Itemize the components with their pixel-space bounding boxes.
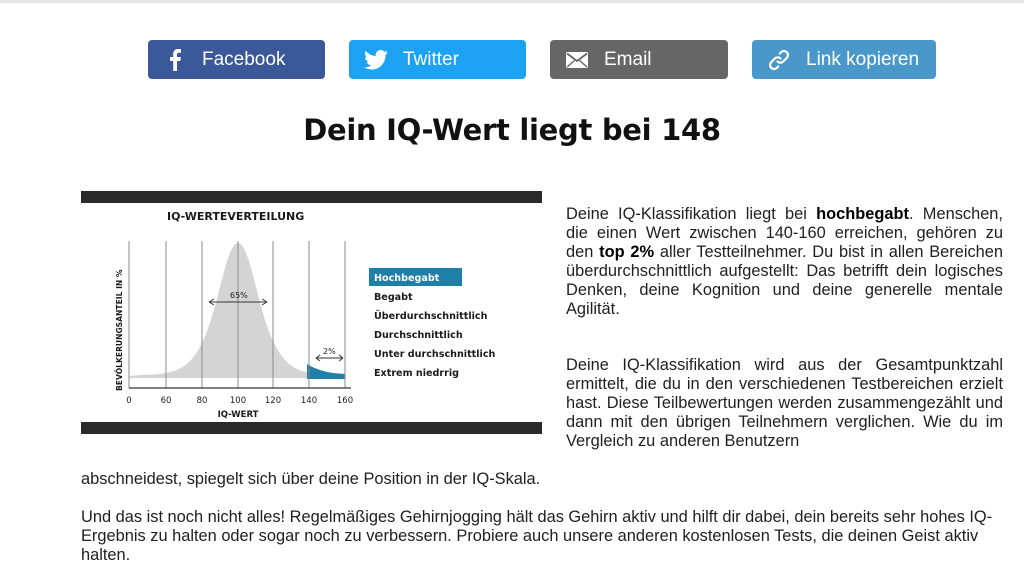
classification-paragraph — [566, 205, 1003, 319]
tick-label: 160 — [336, 396, 354, 406]
tick-label: 60 — [160, 396, 172, 406]
para1-text: Deine IQ-Klassifikation liegt bei — [566, 205, 817, 223]
classification-highlight: hochbegabt — [816, 205, 910, 223]
tail-percent-label: 2% — [323, 347, 336, 356]
link-label: Link kopieren — [806, 48, 920, 70]
legend-item-durchschnittlich: Durchschnittlich — [374, 330, 463, 341]
page-title: Dein IQ-Wert liegt bei 148 — [303, 113, 721, 147]
chart-title: IQ-WERTEVERTEILUNG — [167, 210, 305, 223]
email-share-button[interactable] — [550, 40, 728, 79]
legend-item-extrem-niedrig: Extrem niedrrig — [374, 368, 460, 379]
facebook-label: Facebook — [202, 48, 286, 70]
iq-distribution-chart — [81, 191, 542, 434]
method-text: Deine IQ-Klassifikation wird aus der Gesamtpunktzahl ermittelt, die du in den verschiedenen Testbereichen erzielt hast. Diese Teilbewertungen werden zusammengezählt und dann mit den übrigen Teilnehmern verglichen. Wie du im Vergleich zu anderen Benutzern — [566, 356, 1003, 450]
tick-label: 80 — [196, 396, 208, 406]
distribution-curve — [129, 243, 345, 378]
twitter-label: Twitter — [403, 48, 459, 70]
brain-training-paragraph — [81, 508, 1003, 565]
y-axis-label: BEVÖLKERUNGSANTEIL IN % — [115, 269, 124, 391]
method-paragraph — [566, 356, 1003, 451]
tick-label: 100 — [229, 396, 247, 406]
x-axis-label: IQ-WERT — [217, 410, 259, 420]
tick-label: 120 — [264, 396, 282, 406]
brain-training-text: Und das ist noch nicht alles! Regelmäßiges Gehirnjogging hält das Gehirn aktiv und hilft dir dabei, dein bereits sehr hohes IQ-Ergebnis zu halten oder sogar noch zu verbessern. Probiere auch unsere anderen kostenlosen Tests, die deinen Geist aktiv halten. — [81, 508, 993, 564]
tick-label: 140 — [300, 396, 318, 406]
facebook-icon — [162, 48, 188, 72]
facebook-share-button[interactable] — [148, 40, 325, 79]
center-percent-label: 65% — [230, 291, 248, 300]
twitter-share-button[interactable] — [349, 40, 526, 79]
legend-item-ueberdurchschnittlich: Überdurchschnittlich — [374, 311, 488, 322]
top-divider — [0, 0, 1024, 3]
twitter-icon — [363, 48, 389, 72]
tick-label: 0 — [126, 396, 132, 406]
method-paragraph-continued — [81, 470, 1003, 489]
tail-highlight — [307, 364, 345, 379]
para1-text: . Menschen, die einen Wert zwischen 140-160 erreichen, gehören zu den — [566, 205, 1003, 261]
para1-text: aller Testteilnehmer. Du bist in allen Bereichen überdurchschnittlich aufgestellt: Das betrifft dein logisches Denken, deine Kognition und deine generelle mentale Agilität. — [566, 243, 1004, 318]
link-icon — [766, 48, 792, 72]
email-label: Email — [604, 48, 652, 70]
percentile-highlight: top 2% — [599, 243, 655, 261]
legend-item-begabt: Begabt — [374, 292, 413, 303]
copy-link-button[interactable] — [752, 40, 936, 79]
envelope-icon — [564, 48, 590, 72]
legend-item-hochbegabt: Hochbegabt — [374, 273, 440, 284]
legend-item-unter-durchschnittlich: Unter durchschnittlich — [374, 349, 496, 360]
method-text-continued: abschneidest, spiegelt sich über deine Position in der IQ-Skala. — [81, 470, 541, 488]
